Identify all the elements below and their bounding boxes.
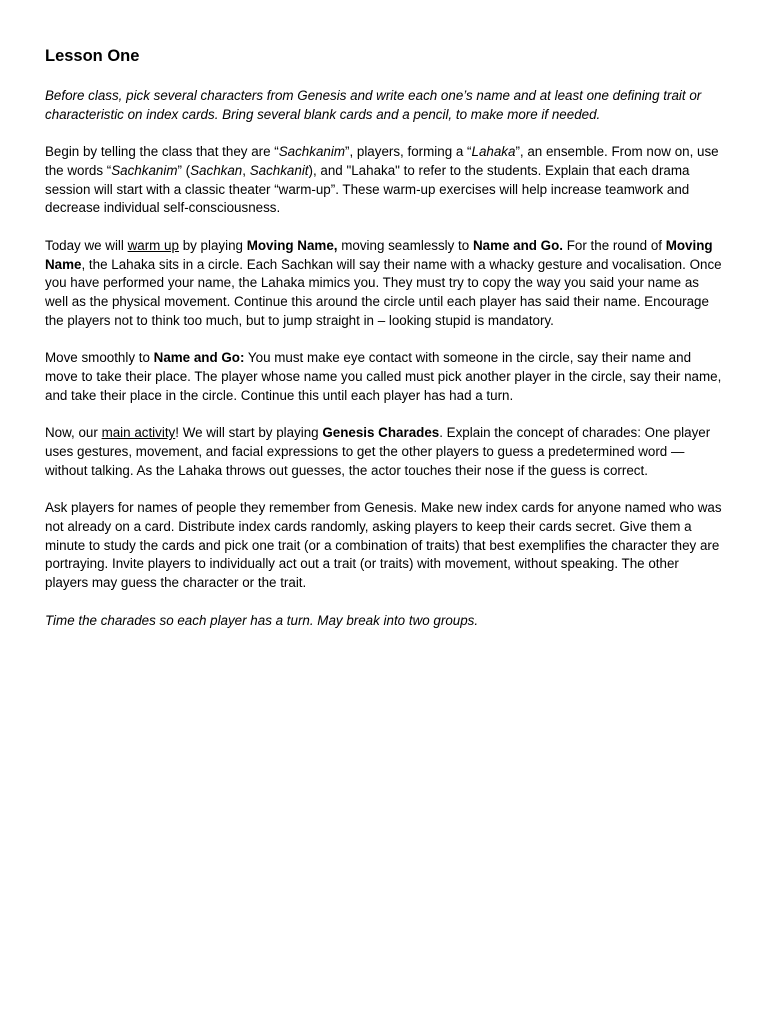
term-lahaka: Lahaka [471,144,516,160]
text-run: ” ( [177,162,191,178]
text-run: ”, an ensemble. From now on, use the words “ [45,144,719,178]
text-run: Move smoothly to [45,350,154,366]
paragraph-main-activity [45,424,725,480]
text-run: ), and "Lahaka" to refer to the students. Explain that each drama session will start with a classic theater “warm-up”. These warm-up exercises will help increase teamwork and decrease individual self-consciousness. [45,162,690,216]
name-and-go-bold: Name and Go. [472,237,563,253]
moving-name-bold: Moving Name [45,237,713,272]
term-sachkanit: Sachkanit [249,162,309,178]
paragraph-warm-up [45,237,725,331]
paragraph-name-and-go [45,349,725,405]
text-run: Now, our [45,425,102,441]
warm-up-underlined: warm up [127,237,179,253]
name-and-go-bold: Name and Go: [153,350,245,366]
text-run: For the round of [563,237,666,253]
text-run: moving seamlessly to [337,237,473,253]
intro-paragraph: Before class, pick several characters from Genesis and write each one’s name and at least one defining trait or characteristic on index cards. Bring several blank cards and a pencil, to make more if needed. [45,88,702,122]
term-sachkanim: Sachkanim [111,162,178,178]
lesson-title: Lesson One [45,47,140,65]
text-run: by playing [178,237,247,253]
main-activity-underlined: main activity [101,425,176,441]
text-run: , [242,162,250,178]
moving-name-bold: Moving Name, [246,237,338,253]
text-run: , the Lahaka sits in a circle. Each Sachkan will say their name with a whacky gesture and vocalisation. Once you have performed your name, the Lahaka mimics you. They must try to copy the way you said your name as well as the physical movement. Continue this around the circle until each player has said their name. Encourage the players not to think too much, but to jump straight in – looking stupid is mandatory. [45,256,722,328]
text-run: Today we will [45,237,128,253]
term-sachkan: Sachkan [190,162,243,178]
term-sachkanim: Sachkanim [278,144,345,160]
text-run: Begin by telling the class that they are “ [45,144,279,160]
document-page [45,46,725,649]
paragraph-sachkanim [45,143,725,218]
genesis-charades-bold: Genesis Charades [322,425,440,441]
text-run: ”, players, forming a “ [344,144,472,160]
paragraph-index-cards: Ask players for names of people they remember from Genesis. Make new index cards for anyone named who was not already on a card. Distribute index cards randomly, asking players to keep their cards secret. Give them a minute to study the cards and pick one trait (or a combination of traits) that best exemplifies the character they are portraying. Invite players to individually act out a trait (or traits) with movement, without speaking. The other players may guess the character or the trait. [45,500,722,591]
closing-paragraph: Time the charades so each player has a turn. May break into two groups. [45,612,479,628]
text-run: . Explain the concept of charades: One player uses gestures, movement, and facial expressions to get the other players to guess a predetermined word — without talking. As the Lahaka throws out guesses, the actor touches their nose if the guess is correct. [45,425,711,478]
text-run: You must make eye contact with someone in the circle, say their name and move to take their place. The player whose name you called must pick another player in the circle, say their name, and take their place in the circle. Continue this until each player has had a turn. [45,350,722,403]
text-run: ! We will start by playing [175,425,323,441]
